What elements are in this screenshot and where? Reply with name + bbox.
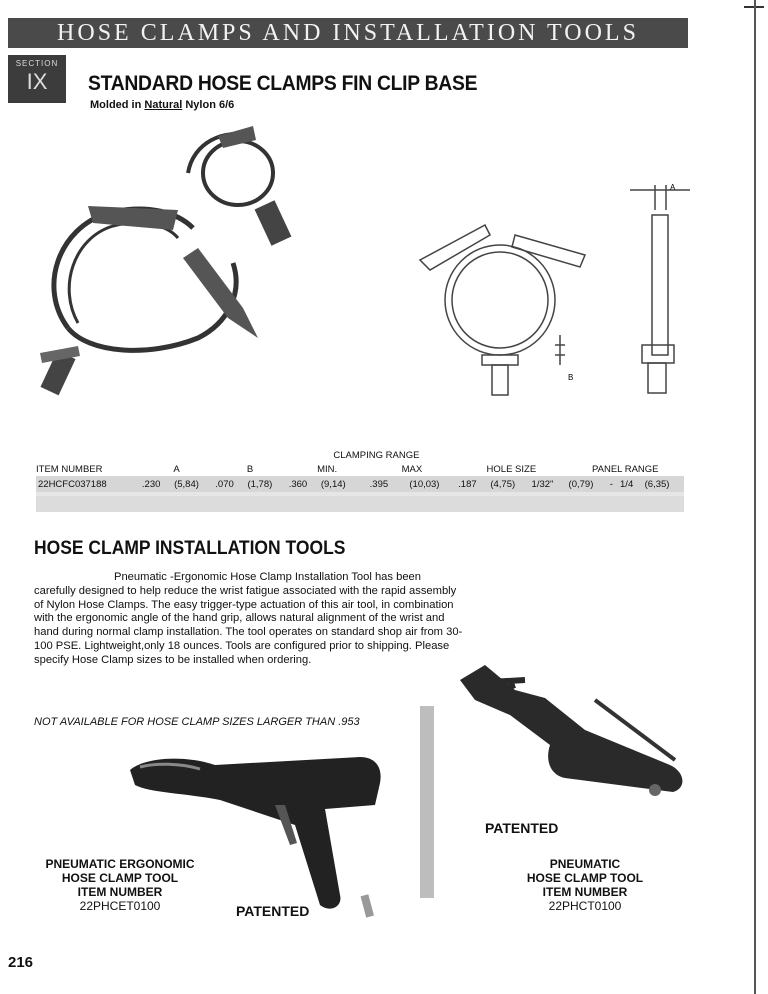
table-row (36, 476, 684, 492)
a-header: A (173, 463, 180, 475)
page-title: STANDARD HOSE CLAMPS FIN CLIP BASE (88, 72, 478, 95)
b-mm-cell: (1,78) (247, 478, 273, 490)
pneumatic-patented-label: PATENTED (485, 820, 559, 836)
ergonomic-tool-caption (30, 857, 210, 913)
subtitle-suffix: Nylon 6/6 (182, 99, 235, 111)
b-in-cell: .070 (215, 478, 234, 490)
hole-size-header: HOLE SIZE (486, 463, 537, 475)
hole-in-cell: .187 (458, 478, 477, 490)
ergonomic-item-number: 22PHCET0100 (79, 899, 161, 913)
a-mm-cell: (5,84) (174, 478, 199, 490)
product-subtitle (90, 99, 234, 111)
tools-description (34, 571, 464, 668)
max-header: MAX (401, 463, 423, 475)
pneumatic-tool-caption (505, 857, 665, 913)
item-number-cell: 22HCFC037188 (38, 478, 107, 490)
page-edge-rule (754, 0, 756, 994)
ergonomic-caption-line3: ITEM NUMBER (77, 885, 163, 899)
ergonomic-caption-line1: PNEUMATIC ERGONOMIC (45, 857, 195, 871)
a-in-cell: .230 (141, 478, 161, 490)
pneumatic-tool-photo (455, 660, 690, 810)
label-b: B (568, 373, 574, 382)
ergonomic-patented-label: PATENTED (236, 903, 310, 919)
panel-min-mm-cell: (0,79) (568, 478, 594, 490)
availability-notice: NOT AVAILABLE FOR HOSE CLAMP SIZES LARGER THAN .953 (34, 716, 360, 728)
pneumatic-caption-line1: PNEUMATIC (549, 857, 621, 871)
panel-max-cell: 1/4 (620, 478, 634, 490)
panel-dash-cell: - (609, 478, 613, 490)
pneumatic-item-number: 22PHCT0100 (548, 899, 622, 913)
clamping-range-header: CLAMPING RANGE (333, 449, 420, 461)
tools-description-text: Pneumatic -Ergonomic Hose Clamp Installation Tool has been carefully designed to help reduce the wrist fatigue associated with the rapid assembly of Nylon Hose Clamps. The easy trigger-type actuation of this air tool, in combination with the ergonomic angle of the hand grip, allows natural alignment of the wrist and hand during normal clamp installation. The tool operates on standard shop air from 30-100 PSE. Lightweight,only 18 ounces. Tools are configured prior to shipping. Please specify Hose Clamp sizes to be installed when ordering. (34, 571, 463, 666)
hole-mm-cell: (4,75) (490, 478, 516, 490)
panel-range-header: PANEL RANGE (592, 463, 659, 475)
hose-clamp-photo (28, 118, 318, 418)
section-label: SECTION (15, 59, 59, 68)
b-header: B (246, 463, 254, 475)
banner-title: HOSE CLAMPS AND INSTALLATION TOOLS (57, 20, 639, 46)
item-number-header: ITEM NUMBER (36, 463, 103, 475)
page-number: 216 (8, 954, 34, 971)
pneumatic-caption-line2: HOSE CLAMP TOOL (526, 871, 644, 885)
min-header: MIN. (317, 463, 338, 475)
ergonomic-caption-line2: HOSE CLAMP TOOL (61, 871, 179, 885)
max-in-cell: .395 (369, 478, 389, 490)
panel-min-cell: 1/32" (531, 478, 554, 490)
subtitle-prefix: Molded in (90, 99, 145, 111)
clamp-side-view-drawing (620, 180, 700, 405)
table-bottom-band (36, 496, 684, 512)
panel-max-mm-cell: (6,35) (644, 478, 670, 490)
min-mm-cell: (9,14) (320, 478, 346, 490)
pneumatic-caption-line3: ITEM NUMBER (542, 885, 628, 899)
tools-heading: HOSE CLAMP INSTALLATION TOOLS (34, 538, 346, 559)
hose-clamp-drawing (400, 205, 600, 400)
column-divider (420, 706, 434, 898)
min-in-cell: .360 (288, 478, 308, 490)
label-a: A (670, 183, 676, 192)
section-number: IX (26, 69, 48, 94)
subtitle-material: Natural (144, 99, 183, 111)
section-tab (8, 55, 66, 103)
max-mm-cell: (10,03) (409, 478, 440, 490)
